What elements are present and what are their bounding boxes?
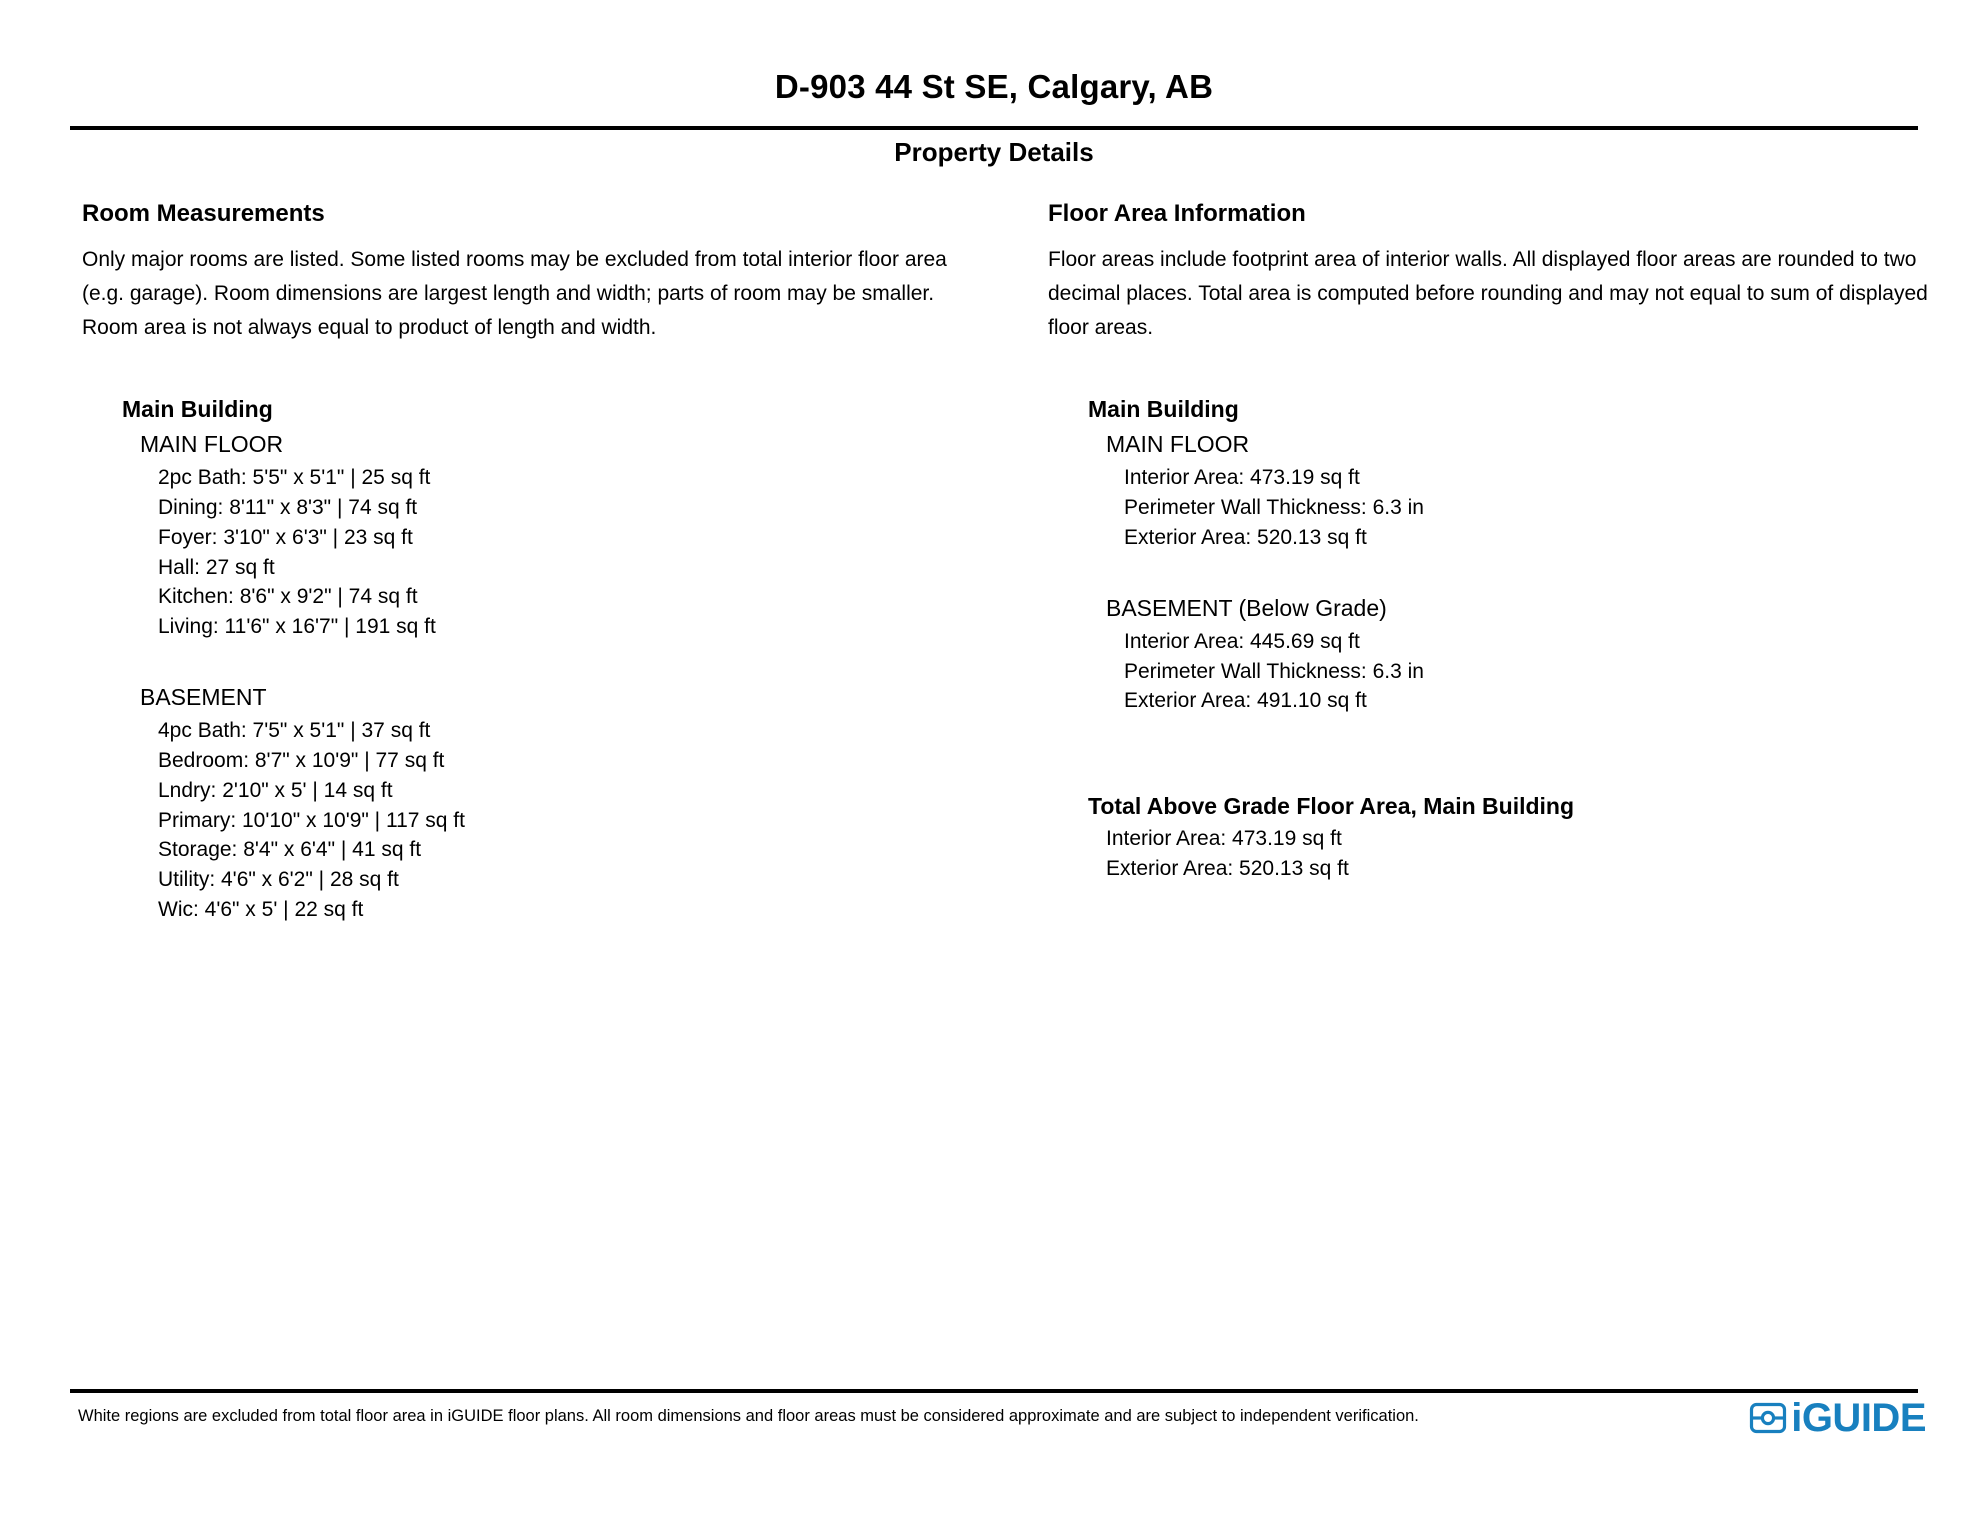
iguide-camera-icon [1748, 1398, 1788, 1438]
list-item: 4pc Bath: 7'5" x 5'1" | 37 sq ft [158, 719, 431, 743]
list-item: Kitchen: 8'6" x 9'2" | 74 sq ft [158, 585, 418, 609]
total-above-grade-heading: Total Above Grade Floor Area, Main Building [1088, 793, 1575, 820]
building-label-left: Main Building [122, 395, 273, 422]
area-list-main-floor [1048, 463, 1928, 552]
list-item: 2pc Bath: 5'5" x 5'1" | 25 sq ft [158, 466, 431, 490]
list-item: Foyer: 3'10" x 6'3" | 23 sq ft [158, 525, 413, 549]
room-list-main-floor [82, 463, 970, 642]
total-above-grade-list [1048, 824, 1928, 884]
list-item: Utility: 4'6" x 6'2" | 28 sq ft [158, 868, 399, 892]
page-subtitle: Property Details [894, 137, 1094, 167]
list-item: Living: 11'6" x 16'7" | 191 sq ft [158, 615, 436, 639]
list-item: Storage: 8'4" x 6'4" | 41 sq ft [158, 838, 422, 862]
iguide-logo [1748, 1398, 1926, 1438]
list-item: Exterior Area: 520.13 sq ft [1124, 525, 1367, 549]
section-spacer [1048, 553, 1928, 589]
list-item: Interior Area: 445.69 sq ft [1124, 629, 1360, 653]
content-columns [0, 200, 1988, 925]
list-item: Bedroom: 8'7" x 10'9" | 77 sq ft [158, 748, 445, 772]
room-measurements-intro: Only major rooms are listed. Some listed rooms may be excluded from total interior floor area (e.g. garage). Room dimensions are largest length and width; parts of room may be smaller. Room area is not always equal to product of length and width. [82, 247, 947, 339]
list-item: Interior Area: 473.19 sq ft [1106, 827, 1342, 851]
totals-spacer [1048, 716, 1928, 790]
floor-area-intro: Floor areas include footprint area of interior walls. All displayed floor areas are rounded to two decimal places. Total area is computed before rounding and may not equal to sum of displayed floor areas. [1048, 247, 1928, 339]
area-list-basement [1048, 627, 1928, 716]
floor-area-column [1010, 200, 1988, 925]
list-item: Interior Area: 473.19 sq ft [1124, 466, 1360, 490]
list-item: Exterior Area: 520.13 sq ft [1106, 857, 1349, 881]
floor-area-heading: Floor Area Information [1048, 200, 1306, 227]
list-item: Perimeter Wall Thickness: 6.3 in [1124, 495, 1424, 519]
section-spacer [82, 642, 970, 678]
floor-label-basement: BASEMENT [140, 684, 267, 711]
room-measurements-heading: Room Measurements [82, 200, 325, 227]
room-measurements-tree [82, 393, 970, 925]
iguide-logo-text: iGUIDE [1791, 1396, 1926, 1440]
list-item: Wic: 4'6" x 5' | 22 sq ft [158, 898, 364, 921]
floor-label-main-floor: MAIN FLOOR [140, 431, 284, 458]
list-item: Exterior Area: 491.10 sq ft [1124, 689, 1367, 713]
list-item: Primary: 10'10" x 10'9" | 117 sq ft [158, 808, 465, 832]
floor-area-tree [1048, 393, 1928, 884]
footer-divider [70, 1389, 1918, 1393]
building-label-right: Main Building [1088, 395, 1239, 422]
area-floor-label-basement: BASEMENT (Below Grade) [1106, 594, 1387, 621]
footer-disclaimer: White regions are excluded from total floor area in iGUIDE floor plans. All room dimensions and floor areas must be considered approximate and are subject to independent verification. [78, 1407, 1419, 1425]
room-measurements-column [0, 200, 1010, 925]
area-floor-label-main-floor: MAIN FLOOR [1106, 431, 1250, 458]
header-divider [70, 126, 1918, 130]
page-title: D-903 44 St SE, Calgary, AB [774, 68, 1214, 105]
list-item: Dining: 8'11" x 8'3" | 74 sq ft [158, 495, 418, 519]
room-list-basement [82, 716, 970, 925]
list-item: Lndry: 2'10" x 5' | 14 sq ft [158, 778, 393, 802]
list-item: Hall: 27 sq ft [158, 555, 275, 579]
list-item: Perimeter Wall Thickness: 6.3 in [1124, 659, 1424, 683]
